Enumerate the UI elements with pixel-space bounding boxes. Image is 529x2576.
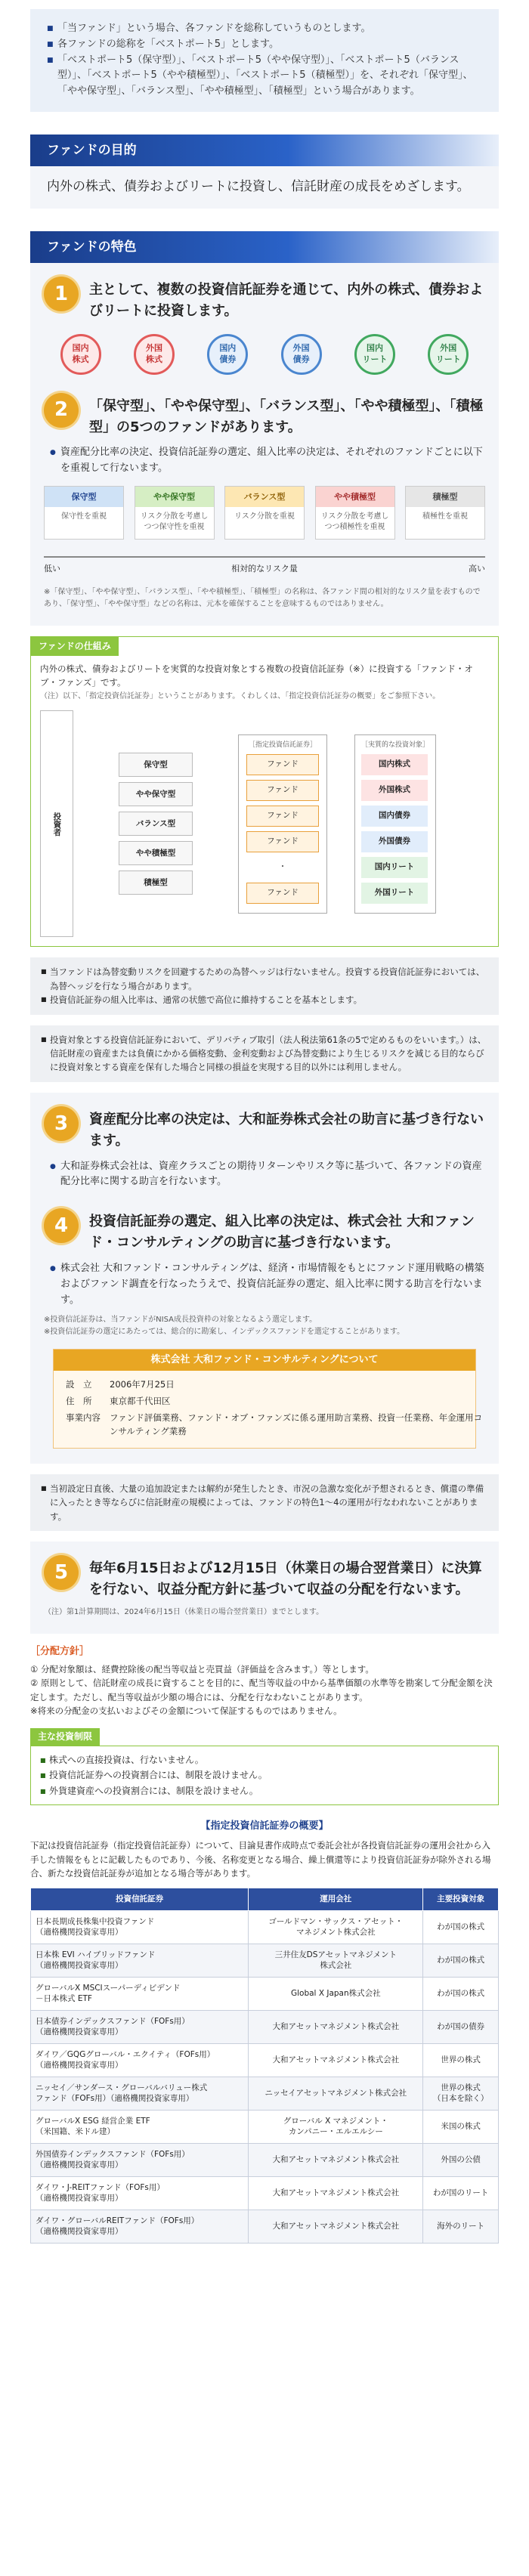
limit-item: ■ 外貨建資産への投資割合には、制限を設けません。 [40, 1783, 489, 1798]
target-asset-node: 国内リート [361, 857, 428, 878]
fund-type-title: 積極型 [406, 487, 484, 507]
designated-fund-node: ファンド [246, 883, 319, 904]
distribution-heading: ［分配方針］ [30, 1645, 90, 1657]
distribution-policy [30, 1662, 499, 1718]
table-row [31, 2043, 499, 2077]
asset-circle: 外国 株式 [134, 334, 175, 375]
note-item: ■ 投資対象とする投資信託証券において、デリバティブ取引（法人税法第61条の5で定めるものをいいます。）は、信託財産の資産または負債にかかる価格変動、金利変動および為替変動により生じるリスクを減じる目的ならびに投資対象とする資産を保有した場合と同様の損益を実現する目的以外には利用しません。 [41, 1033, 488, 1075]
limits-heading: 主な投資制限 [30, 1728, 100, 1746]
asset-circle: 国内 債券 [207, 334, 248, 375]
fund-type-title: やや保守型 [135, 487, 214, 507]
fund-node: 保守型 [119, 753, 193, 777]
fund-type-box [44, 486, 124, 540]
target-cell: 米国の株式 [423, 2110, 499, 2143]
fund-type-desc: リスク分散を重視 [234, 512, 295, 521]
feature-5-note: （注）第1計算期間は、2024年6月15日（休業日の場合翌営業日）までとします。 [44, 1607, 324, 1616]
manager-cell: 大和アセットマネジメント株式会社 [249, 2176, 423, 2210]
table-row [31, 1944, 499, 1977]
feature-5 [30, 1542, 499, 1600]
fund-column [119, 753, 193, 895]
target-asset-node: 国内債券 [361, 806, 428, 827]
table-header: 投資信託証券 [31, 1888, 249, 1910]
fund-name-cell: 日本債券インデックスファンド（FOFs用） （適格機関投資家専用） [31, 2010, 249, 2043]
fund-type-box [224, 486, 305, 540]
company-value: 東京都千代田区 [110, 1396, 171, 1407]
feature-4-sub [30, 1254, 499, 1308]
feature-number-5: 5 [44, 1555, 79, 1590]
fund-name-cell: グローバルX MSCIスーパーディビデンド －日本株式 ETF [31, 1977, 249, 2010]
designated-fund-node: ファンド [246, 806, 319, 827]
table-row [31, 2210, 499, 2243]
operation-note [30, 1474, 499, 1531]
company-info-heading: 株式会社 大和ファンド・コンサルティングについて [54, 1350, 475, 1371]
feature-1 [30, 263, 499, 322]
page [0, 9, 529, 2254]
investor-box: 投資者 [40, 710, 73, 937]
limit-item: ■ 投資信託証券への投資割合には、制限を設けません。 [40, 1767, 489, 1783]
manager-cell: 大和アセットマネジメント株式会社 [249, 2043, 423, 2077]
fund-type-desc: リスク分散を考慮しつつ保守性を重視 [140, 512, 209, 532]
fund-type-desc: 保守性を重視 [61, 512, 107, 521]
fund-table [30, 1888, 499, 2243]
scheme-heading: ファンドの仕組み [31, 637, 119, 656]
manager-cell: 三井住友DSアセットマネジメント 株式会社 [249, 1944, 423, 1977]
feature-2-text: 「保守型」、「やや保守型」、「バランス型」、「やや積極型」、「積極型」の5つのファンドがあります。 [89, 397, 484, 435]
asset-circle: 外国 債券 [281, 334, 322, 375]
purpose-section [30, 166, 499, 208]
distribution-item: ① 分配対象額は、経費控除後の配当等収益と売買益（評価益を含みます。）等とします。 [30, 1663, 374, 1675]
manager-cell: グローバル X マネジメント・ カンパニー・エルエルシー [249, 2110, 423, 2143]
target-asset-node: 外国リート [361, 883, 428, 904]
fund-name-cell: グローバルX ESG 経営企業 ETF （米国籍、米ドル建） [31, 2110, 249, 2143]
risk-arrow [44, 556, 485, 558]
feature-2-sub-text: ● 資産配分比率の決定、投資信託証券の選定、組入比率の決定は、それぞれのファンドごとに以下を重視して行ないます。 [50, 445, 485, 477]
company-info-box [53, 1349, 483, 1448]
derivatives-note [30, 1025, 499, 1082]
definition-item: ■ 「当ファンド」という場合、各ファンドを総称していうものとします。 [47, 21, 482, 37]
table-row [31, 1910, 499, 1944]
fund-node: バランス型 [119, 812, 193, 836]
feature-4-note-2: ※投資信託証券の選定にあたっては、総合的に勘案し、インデックスファンドを選定することがあります。 [44, 1328, 405, 1337]
table-row [31, 2110, 499, 2143]
fund-type-title: やや積極型 [316, 487, 394, 507]
scheme-note: （注）以下、「指定投資信託証券」ということがあります。くわしくは、「指定投資信託証券の概要」をご参照下さい。 [40, 692, 441, 701]
scheme-panel [30, 636, 499, 947]
fund-name-cell: ダイワ／GQGグローバル・エクイティ（FOFs用） （適格機関投資家専用） [31, 2043, 249, 2077]
scheme-body [31, 656, 498, 947]
feature-3-section [30, 1093, 499, 1205]
target-cell: わが国の株式 [423, 1910, 499, 1944]
table-header: 主要投資対象 [423, 1888, 499, 1910]
definition-item: ■ 「ベストポート5（保守型）」、「ベストポート5（やや保守型）」、「ベストポート5（バランス型）」、「ベストポート5（やや積極型）」、「ベストポート5（積極型）」を、それぞれ「保守型」、「やや保守型」、「バランス型」、「やや積極型」、「積極型」という場合があります。 [47, 53, 482, 100]
company-key: 住 所 [66, 1396, 92, 1407]
feature-1-text: 主として、複数の投資信託証券を通じて、内外の株式、債券およびリートに投資します。 [89, 281, 484, 319]
definition-item: ■ 各ファンドの総称を「ベストポート5」とします。 [47, 37, 482, 53]
company-info-table [66, 1377, 487, 1440]
feature-2-sub [30, 438, 499, 477]
designated-fund-node: ファンド [246, 780, 319, 801]
fund-type-title: バランス型 [225, 487, 304, 507]
features-heading: ファンドの特色 [30, 231, 499, 263]
feature-number-1: 1 [44, 277, 79, 311]
designated-fund-heading: ［指定投資信託証券］ [248, 741, 317, 750]
fund-type-boxes [30, 477, 499, 540]
company-value: 2006年7月25日 [110, 1379, 175, 1390]
manager-cell: ニッセイアセットマネジメント株式会社 [249, 2077, 423, 2110]
asset-class-circles [30, 322, 499, 379]
designated-fund-node: ファンド [246, 754, 319, 775]
manager-cell: Global X Japan株式会社 [249, 1977, 423, 2010]
table-row [31, 2077, 499, 2110]
feature-number-3: 3 [44, 1106, 79, 1141]
feature-3-sub [30, 1152, 499, 1191]
fund-node: やや積極型 [119, 841, 193, 865]
ellipsis: ・ [278, 862, 287, 872]
manager-cell: 大和アセットマネジメント株式会社 [249, 2210, 423, 2243]
risk-low-label: 低い [44, 564, 60, 574]
risk-mid-label: 相対的なリスク量 [231, 564, 298, 574]
manager-cell: 大和アセットマネジメント株式会社 [249, 2143, 423, 2176]
asset-circle: 国内 株式 [60, 334, 101, 375]
table-row [31, 1977, 499, 2010]
fund-type-box [135, 486, 215, 540]
fund-type-title: 保守型 [45, 487, 123, 507]
target-cell: わが国の株式 [423, 1977, 499, 2010]
fund-name-cell: ダイワ・J-REITファンド（FOFs用） （適格機関投資家専用） [31, 2176, 249, 2210]
feature-4-sub-text: ● 株式会社 大和ファンド・コンサルティングは、経済・市場情報をもとにファンド運用戦略の構築およびファンド調査を行なったうえで、投資信託証券の選定、組入比率に関する助言を行ないます。 [50, 1261, 485, 1308]
feature-3 [30, 1093, 499, 1152]
limit-item: ■ 株式への直接投資は、行ないません。 [40, 1752, 489, 1767]
fund-type-desc: 積極性を重視 [422, 512, 468, 521]
fund-type-box [315, 486, 395, 540]
scheme-text: 内外の株式、債券およびリートを実質的な投資対象とする複数の投資信託証券（※）に投資する「ファンド・オブ・ファンズ」です。 [40, 663, 473, 688]
note-item: ■ 当初設定日直後、大量の追加設定または解約が発生したとき、市況の急激な変化が予想されるとき、償還の準備に入ったとき等ならびに信託財産の規模によっては、ファンドの特色1～4の運用が行なわれないことがあります。 [41, 1482, 488, 1523]
hedge-notes [30, 957, 499, 1014]
purpose-heading: ファンドの目的 [30, 135, 499, 166]
target-cell: わが国の株式 [423, 1944, 499, 1977]
feature-5-section [30, 1542, 499, 1634]
table-row [31, 2143, 499, 2176]
feature-4-section [30, 1205, 499, 1464]
target-cell: 世界の株式 [423, 2043, 499, 2077]
feature-4-note-1: ※投資信託証券は、当ファンドがNISA成長投資枠の対象となるよう選定します。 [44, 1316, 317, 1325]
fund-table-intro: 下記は投資信託証券（指定投資信託証券）について、目論見書作成時点で委託会社が各投資信託証券の運用会社から入手した情報をもとに記載したものであり、今後、名称変更となる場合、繰上償還等により投資信託証券が除外される場合、新たな投資信託証券が追加となる場合等があります。 [30, 1840, 491, 1879]
distribution-item: ② 原則として、信託財産の成長に資することを目的に、配当等収益の中から基準価額の水準等を勘案して分配金額を決定します。ただし、配当等収益が少額の場合には、分配を行なわないことがあります。 [30, 1678, 493, 1702]
scheme-diagram [40, 710, 489, 937]
fund-name-cell: 日本株 EVI ハイブリッドファンド （適格機関投資家専用） [31, 1944, 249, 1977]
fund-node: 積極型 [119, 871, 193, 895]
feature-number-2: 2 [44, 393, 79, 428]
feature-5-text: 毎年6月15日および12月15日（休業日の場合翌営業日）に決算を行ない、収益分配方針に基づいて収益の分配を行ないます。 [89, 1560, 482, 1597]
designated-fund-node: ファンド [246, 831, 319, 852]
features-section [30, 263, 499, 626]
target-asset-column [354, 734, 436, 913]
fund-type-box [405, 486, 485, 540]
target-cell: わが国のリート [423, 2176, 499, 2210]
target-cell: 外国の公債 [423, 2143, 499, 2176]
target-cell: 海外のリート [423, 2210, 499, 2243]
feature-2 [30, 379, 499, 438]
table-header: 運用会社 [249, 1888, 423, 1910]
definitions-box [30, 9, 499, 112]
fund-name-cell: ニッセイ／サンダース・グローバルバリュー株式 ファンド（FOFs用）（適格機関投資家専用） [31, 2077, 249, 2110]
manager-cell: 大和アセットマネジメント株式会社 [249, 2010, 423, 2043]
table-row [31, 2176, 499, 2210]
target-asset-heading: ［実質的な投資対象］ [361, 741, 430, 750]
note-item: ■ 当ファンドは為替変動リスクを回避するための為替ヘッジは行ないません。投資する投資信託証券においては、為替ヘッジを行なう場合があります。 [41, 965, 488, 993]
distribution-item: ※将来の分配金の支払いおよびその金額について保証するものではありません。 [30, 1705, 342, 1716]
company-value: ファンド評価業務、ファンド・オブ・ファンズに係る運用助言業務、投資一任業務、年金運用コンサルティング業務 [110, 1412, 483, 1436]
feature-4 [30, 1205, 499, 1254]
feature-number-4: 4 [44, 1208, 79, 1243]
fund-type-desc: リスク分散を考慮しつつ積極性を重視 [320, 512, 389, 532]
risk-note: ※「保守型」、「やや保守型」、「バランス型」、「やや積極型」、「積極型」の名称は、各ファンド間の相対的なリスク量を表すものであり、「保守型」、「やや保守型」などの名称は、元本を確保することを意味するものではありません。 [44, 588, 481, 609]
risk-scale [44, 550, 485, 580]
feature-4-text: 投資信託証券の選定、組入比率の決定は、株式会社 大和ファンド・コンサルティングの助言に基づき行ないます。 [89, 1214, 475, 1251]
target-asset-node: 国内株式 [361, 754, 428, 775]
designated-fund-column [238, 734, 327, 913]
feature-3-sub-text: ● 大和証券株式会社は、資産クラスごとの期待リターンやリスク等に基づいて、各ファンドの資産配分比率に関する助言を行ないます。 [50, 1159, 485, 1191]
asset-circle: 外国 リート [428, 334, 469, 375]
target-cell: 世界の株式 （日本を除く） [423, 2077, 499, 2110]
company-key: 設 立 [66, 1379, 92, 1390]
company-key: 事業内容 [66, 1412, 101, 1424]
limits-list [30, 1746, 499, 1805]
feature-3-text: 資産配分比率の決定は、大和証券株式会社の助言に基づき行ないます。 [89, 1111, 484, 1149]
fund-name-cell: 日本長期成長株集中投資ファンド （適格機関投資家専用） [31, 1910, 249, 1944]
table-row [31, 2010, 499, 2043]
target-asset-node: 外国株式 [361, 780, 428, 801]
target-asset-node: 外国債券 [361, 831, 428, 852]
risk-high-label: 高い [469, 564, 485, 574]
manager-cell: ゴールドマン・サックス・アセット・ マネジメント株式会社 [249, 1910, 423, 1944]
purpose-text: 内外の株式、債券およびリートに投資し、信託財産の成長をめざします。 [47, 179, 470, 195]
fund-name-cell: 外国債券インデックスファンド（FOFs用） （適格機関投資家専用） [31, 2143, 249, 2176]
fund-table-title: 【指定投資信託証券の概要】 [200, 1820, 329, 1832]
fund-node: やや保守型 [119, 782, 193, 806]
note-item: ■ 投資信託証券の組入比率は、通常の状態で高位に維持することを基本とします。 [41, 993, 488, 1007]
target-cell: わが国の債券 [423, 2010, 499, 2043]
asset-circle: 国内 リート [354, 334, 395, 375]
fund-name-cell: ダイワ・グローバルREITファンド（FOFs用） （適格機関投資家専用） [31, 2210, 249, 2243]
